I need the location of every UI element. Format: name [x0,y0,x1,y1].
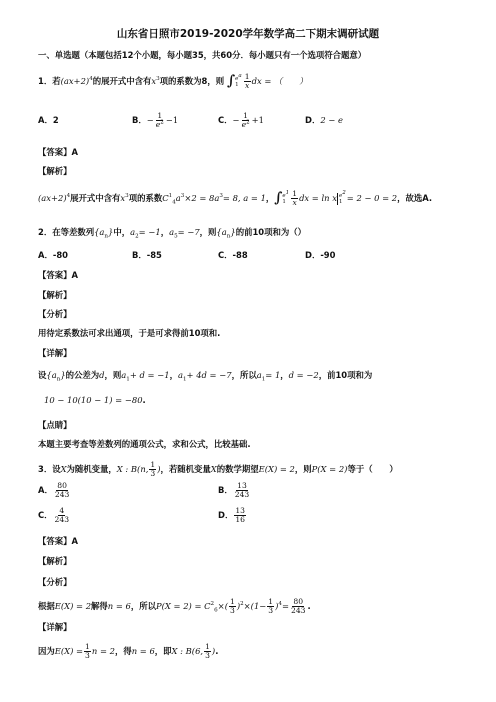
q2-option-c: C．-88 [218,250,248,260]
question-1-number: 1．若 [38,76,61,86]
question-1-stem: 1．若$(ax+2)^4$的展开式中含有$x^3$项的系数为8，则 ∫ $e^a$ 1 $\frac{1}{x}$ dx = （ ） [38,72,308,90]
q3-analysis-heading: 【解析】 [38,556,72,566]
q2-fenxi-heading: 【分析】 [38,309,72,319]
q1-analysis-heading: 【解析】 [38,166,72,176]
q3-option-d: D． $\frac{13}{16}$ [218,506,245,524]
integrand-fraction: $\frac{1}{x}$ [244,72,250,90]
integral-sign: ∫ [227,73,236,89]
q3-answer: 【答案】A [38,536,78,546]
q1-solution: $(ax+2)^4$展开式中含有$x^3$项的系数$C^1_4a^3\times 2 = 8a^3= 8$, a = 1，∫ $e^1$ 1 $\frac{1}{x}$ dx = ln x $e^2$ 1 = 2 − 0 = 2，故选A. [38,189,433,207]
question-3-stem: 3．设X为随机变量，X : B(n, $\frac{1}{3}$ )，若随机变量X的数学期望E(X) = 2，则P(X = 2)等于（ ） [38,460,398,478]
q2-option-a: A．-80 [38,250,68,260]
q2-xiangjie-heading: 【详解】 [38,348,72,358]
page-title: 山东省日照市2019-2020学年数学高二下期末调研试题 [116,28,380,40]
q1-answer: 【答案】A [38,147,78,157]
question-2-stem: 2．在等差数列$\{a_n\}$中，$a_2= -1$，$a_5= -7$，则$\{a_n\}$的前10项和为（） [38,227,306,240]
q2-analysis-heading: 【解析】 [38,290,72,300]
q3-option-a: A． $\frac{80}{243}$ [38,481,70,499]
q1-option-c: C．− $\frac{1}{e^2}$ +1 [218,111,264,129]
q2-option-b: B．-85 [132,250,162,260]
q2-option-d: D．-90 [305,250,336,260]
q1-option-b: B．− $\frac{1}{e^2}$ −1 [132,111,179,129]
integral-limits: $e^a$ 1 [235,72,242,88]
q2-xiangjie-line-1: 设$\{a_n\}$的公差为d，则$a_1+ d = -1$，$a_1+ 4d = -7$，所以$a_1= 1$，d = −2，前10项和为 [38,370,373,383]
q3-xiangjie-text: 因为E(X) = $\frac{1}{3}$ n = 2，得n = 6，即X : B(6, $\frac{1}{3}$ ). [38,642,219,660]
q2-xiangjie-calc: 10 − 10(10 − 1) = −80. [44,395,146,405]
q1-option-a: A．2 [38,115,59,125]
q2-dianjing-heading: 【点睛】 [38,420,72,430]
q2-answer: 【答案】A [38,270,78,280]
q3-xiangjie-heading: 【详解】 [38,622,72,632]
q2-dianjing-text: 本题主要考查等差数列的通项公式，求和公式，比较基础. [38,439,251,449]
q3-fenxi-text: 根据E(X) = 2解得n = 6，所以$P(X = 2) = C^2_6\times$( $\frac{1}{3}$ )$^2$×(1− $\frac{1}{3}$ )$^4$= $\frac{80}{243}$ . [38,597,311,615]
section-heading-single-choice: 一、单选题（本题包括12个小题，每小题35，共60分．每小题只有一个选项符合题意） [38,50,367,60]
q3-fenxi-heading: 【分析】 [38,577,72,587]
q2-fenxi-text: 用待定系数法可求出通项，于是可求得前10项和. [38,328,221,338]
q1-option-d: D．2 − e [305,115,343,125]
q3-option-b: B． $\frac{13}{243}$ [218,481,250,499]
q3-option-c: C． $\frac{4}{243}$ [38,506,70,524]
